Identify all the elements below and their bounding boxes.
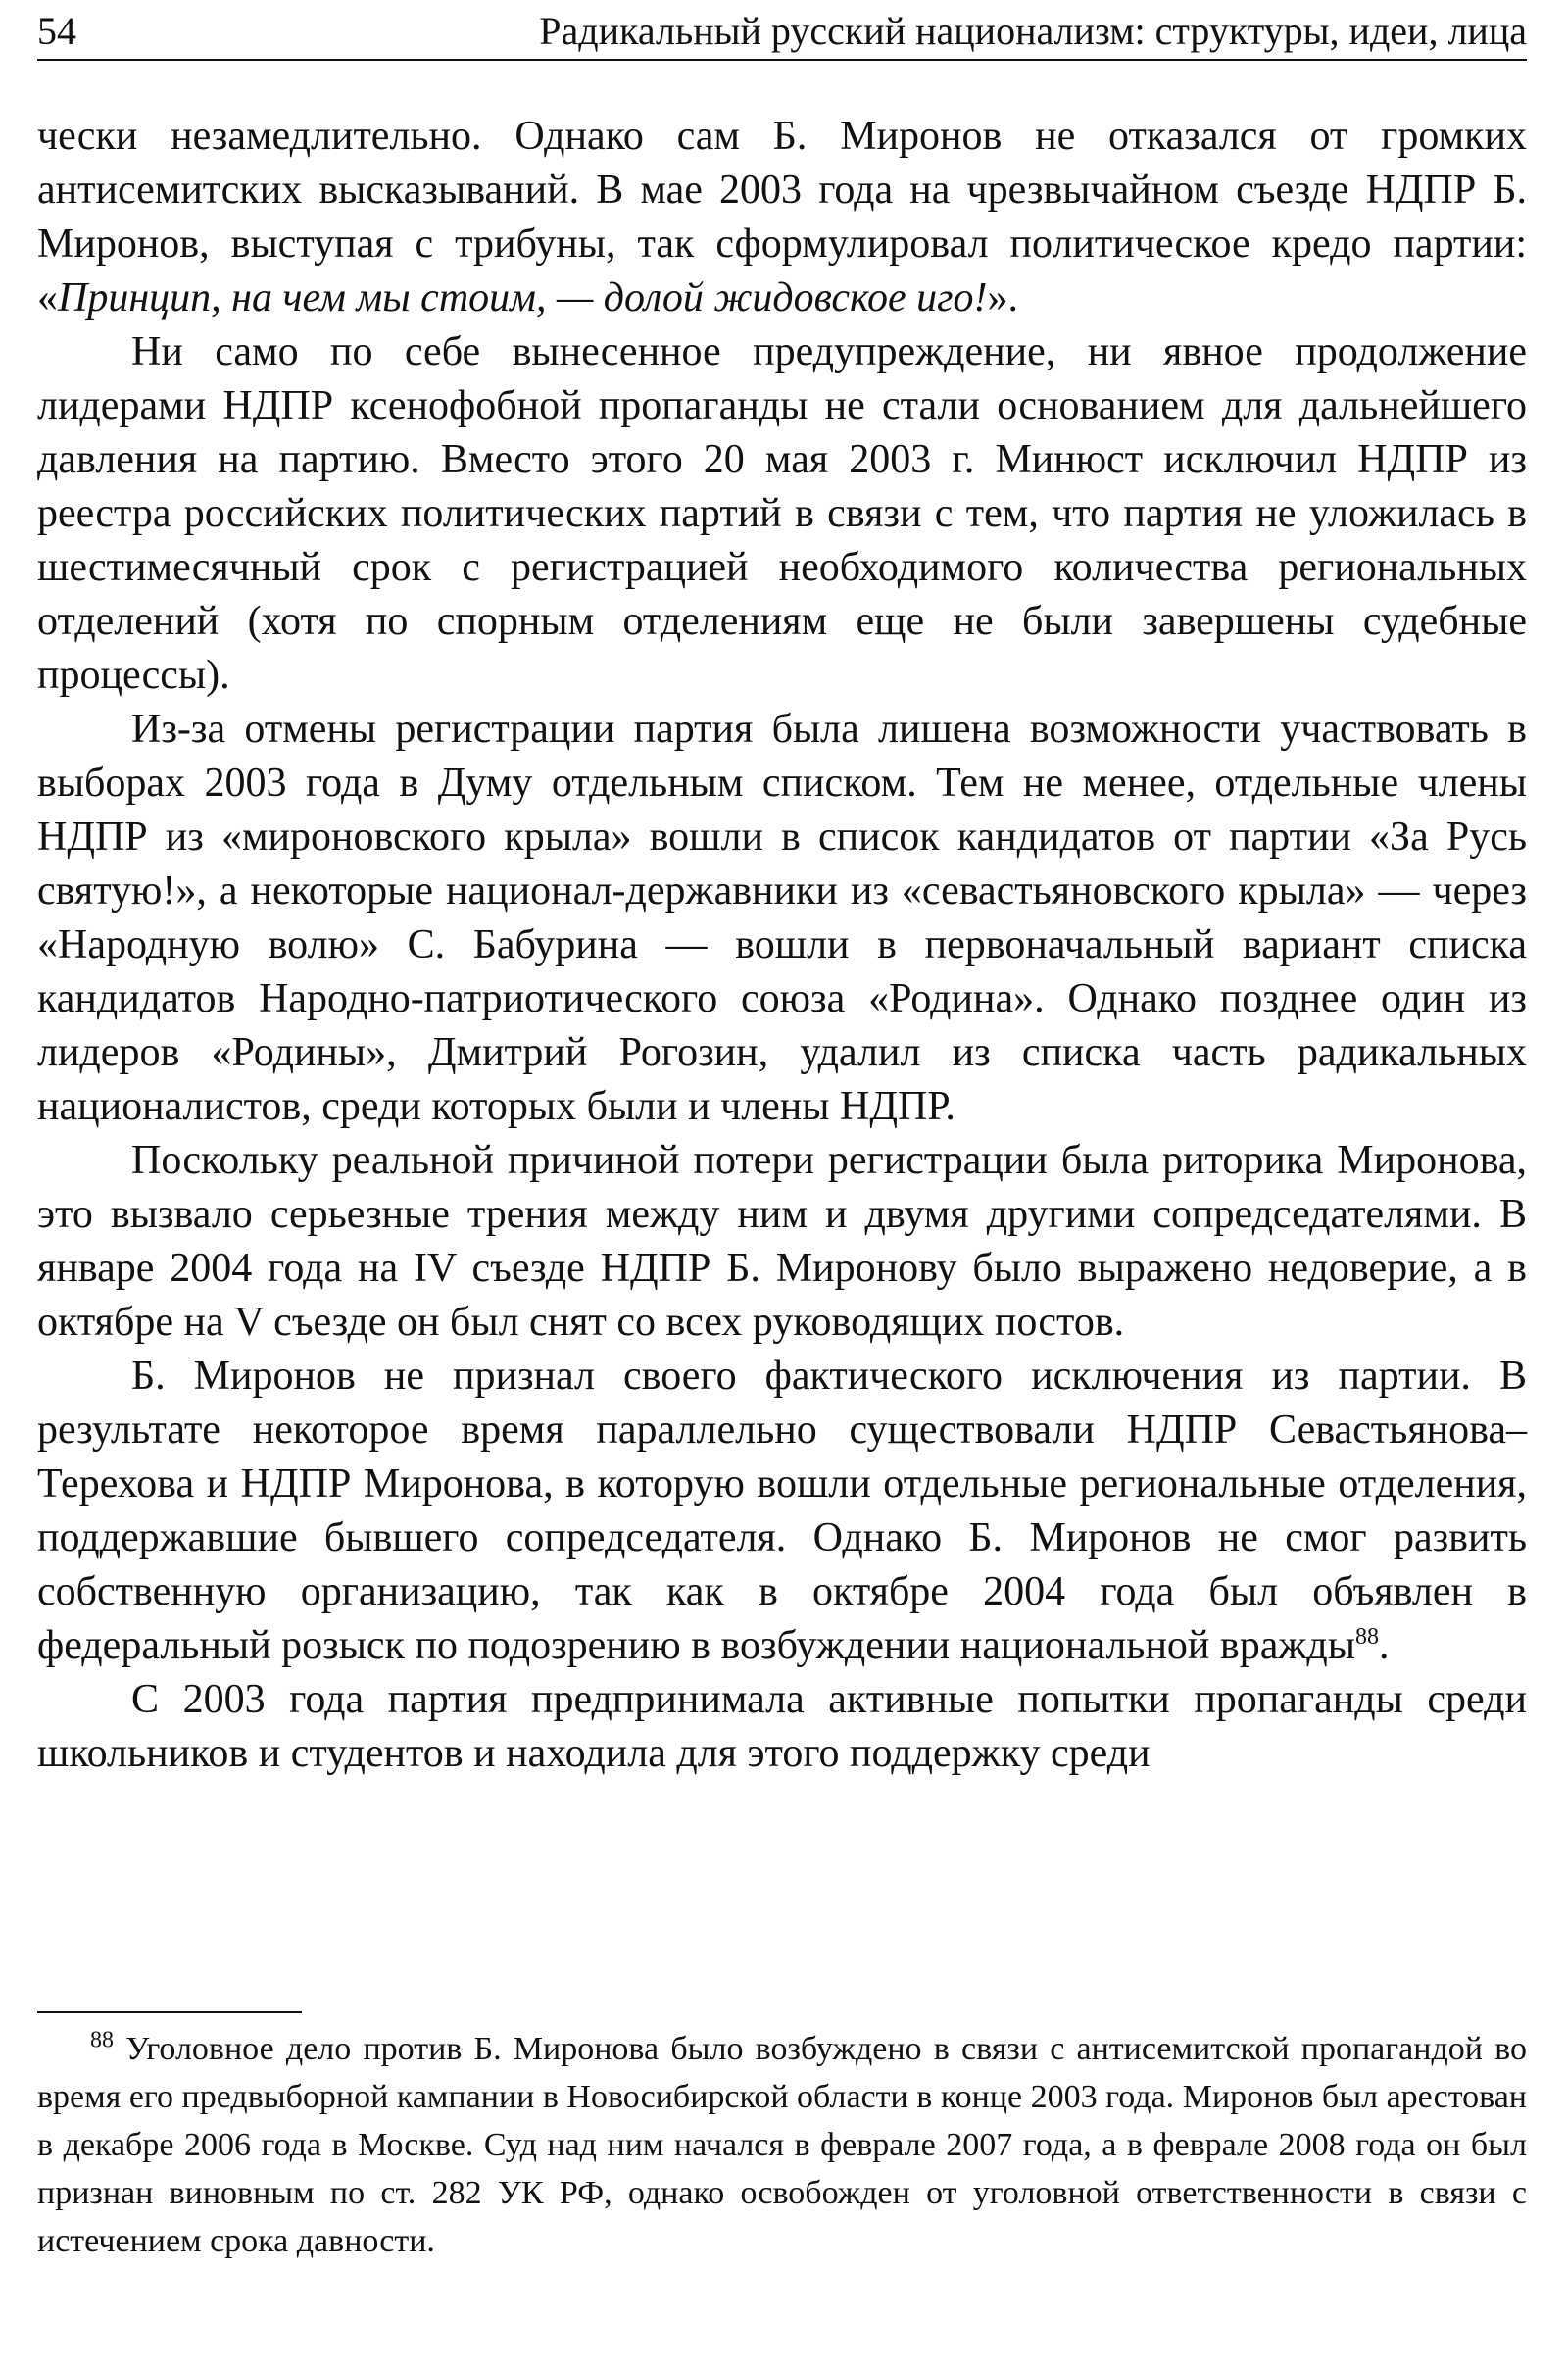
quote-italic: Принцип, на чем мы стоим, — долой жидовское иго! (58, 275, 988, 321)
paragraph-5 (37, 1350, 1527, 1673)
footnote (37, 2025, 1527, 2265)
footnote-text: Уголовное дело против Б. Миронова было возбуждено в связи с антисемитской пропагандой во время его предвыборной кампании в Новосибирской области в конце 2003 года. Миронов был арестован в декабре 2006 года в Москве. Суд над ним начался в феврале 2007 года, а в феврале 2008 года он был признан виновным по ст. 282 УК РФ, однако освобожден от уголовной ответственности в связи с истечением срока давности. (37, 2031, 1528, 2259)
body-text (37, 110, 1527, 1781)
paragraph-1 (37, 110, 1527, 325)
paragraph-1-tail: ». (987, 275, 1019, 321)
running-header (37, 6, 1527, 61)
footnote-ref: 88 (1354, 1624, 1379, 1650)
paragraph-2: Ни само по себе вынесенное предупреждение, ни явное продолжение лидерами НДПР ксенофобной пропаганды не стали основанием для дальнейшего давления на партию. Вместо этого 20 мая 2003 г. Минюст исключил НДПР из реестра российских политических партий в связи с тем, что партия не уложилась в шестимесячный срок с регистрацией необходимого количества региональных отделений (хотя по спорным отделениям еще не были завершены судебные процессы). (37, 329, 1527, 698)
footnote-paragraph (37, 2025, 1527, 2265)
paragraph-5-text: Б. Миронов не признал своего фактического исключения из партии. В результате некоторое время параллельно существовали НДПР Севастьянова–Терехова и НДПР Миронова, в которую вошли отдельные региональные отделения, поддержавшие бывшего сопредседателя. Однако Б. Миронов не смог развить собственную организацию, так как в октябре 2004 года был объявлен в федеральный розыск по подозрению в возбуждении национальной вражды (37, 1354, 1527, 1668)
page-number: 54 (37, 9, 76, 53)
paragraph-5-tail: . (1378, 1623, 1390, 1668)
paragraph-6: С 2003 года партия предпринимала активные попытки пропаганды среди школьников и студентов и находила для этого поддержку среди (37, 1677, 1527, 1776)
paragraph-4: Поскольку реальной причиной потери регистрации была риторика Миронова, это вызвало серьезные трения между ним и двумя другими сопредседателями. В январе 2004 года на IV съезде НДПР Б. Миронову было выражено недоверие, а в октябре на V съезде он был снят со всех руководящих постов. (37, 1138, 1527, 1345)
footnote-divider (37, 2011, 302, 2013)
footnote-number: 88 (90, 2027, 114, 2053)
paragraph-3: Из-за отмены регистрации партия была лишена возможности участвовать в выборах 2003 года в Думу отдельным списком. Тем не менее, отдельные члены НДПР из «мироновского крыла» вошли в список кандидатов от партии «За Русь святую!», а некоторые национал-державники из «севастьяновского крыла» — через «Народную волю» С. Бабурина — вошли в первоначальный вариант списка кандидатов Народно-патриотического союза «Родина». Однако позднее один из лидеров «Родины», Дмитрий Рогозин, удалил из списка часть радикальных националистов, среди которых были и члены НДПР. (37, 707, 1527, 1129)
running-title: Радикальный русский национализм: структуры, идеи, лица (539, 9, 1527, 53)
paragraph-1-text: чески незамедлительно. Однако сам Б. Миронов не отказался от громких антисемитских высказываний. В мае 2003 года на чрезвычайном съезде НДПР Б. Миронов, выступая с трибуны, так сформулировал политическое кредо партии: « (37, 114, 1527, 321)
